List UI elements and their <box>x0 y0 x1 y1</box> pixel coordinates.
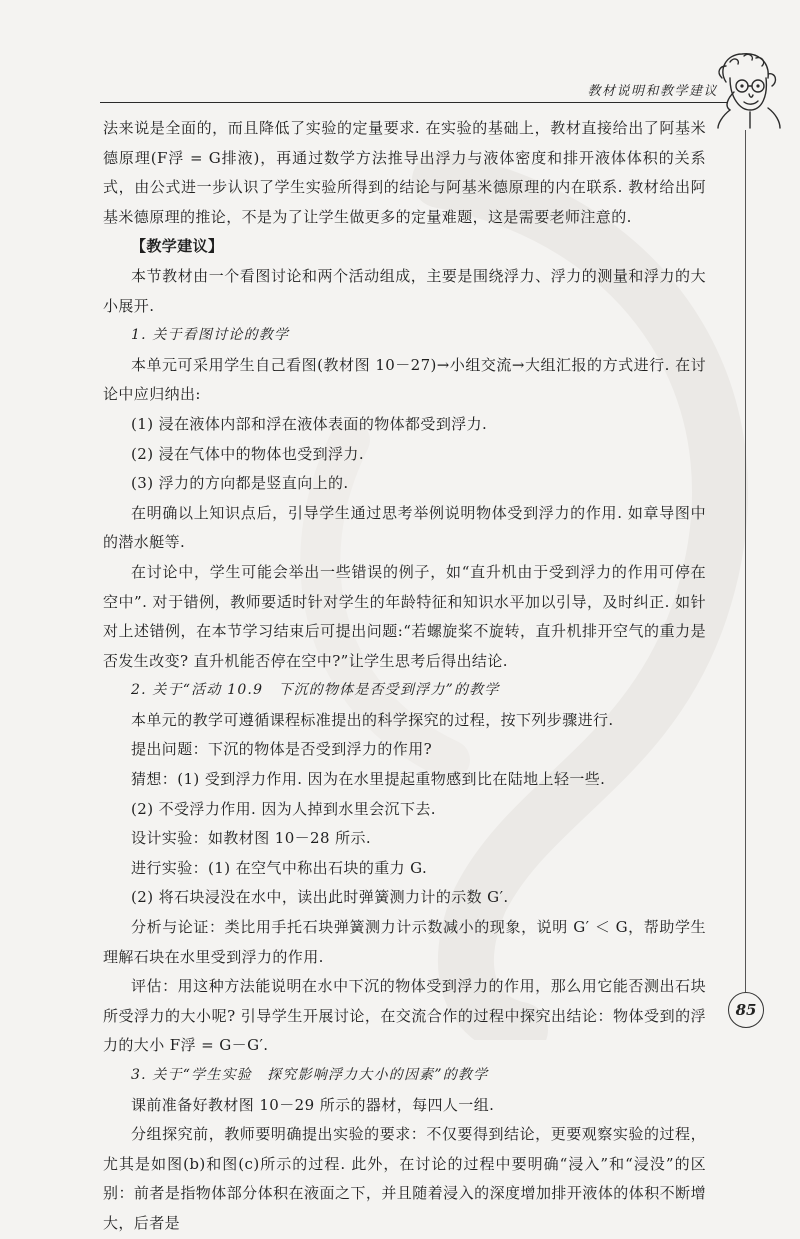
paragraph: 在讨论中，学生可能会举出一些错误的例子，如“直升机由于受到浮力的作用可停在空中”. 对于错例，教师要适时针对学生的年龄特征和知识水平加以引导，及时纠正. 如针对上述错例，在本节学习结束后可提出问题:“若螺旋桨不旋转，直升机排开空气的重力是否发生改变? 直升机能否停在空中?”让学生思考后得出结论. <box>103 562 706 670</box>
paragraph: 本节教材由一个看图讨论和两个活动组成，主要是围绕浮力、浮力的测量和浮力的大小展开. <box>103 266 706 315</box>
header-rule <box>100 102 728 103</box>
body-text <box>103 114 706 1239</box>
header-title: 教材说明和教学建议 <box>587 84 718 99</box>
paragraph: 分析与论证：类比用手托石块弹簧测力计示数减小的现象，说明 G′ ＜ G，帮助学生理解石块在水里受到浮力的作用. <box>103 918 706 966</box>
paragraph: 分组探究前，教师要明确提出实验的要求：不仅要得到结论，更要观察实验的过程，尤其是如图(b)和图(c)所示的过程. 此外，在讨论的过程中要明确“浸入”和“浸没”的区别：前者是指物体部分体积在液面之下，并且随着浸入的深度增加排开液体的体积不断增大，后者是 <box>103 1125 706 1232</box>
list-item: (1) 浸在液体内部和浮在液体表面的物体都受到浮力. <box>131 414 488 433</box>
scientist-mascot-icon <box>712 48 784 130</box>
margin-rule <box>745 130 746 992</box>
subsection-heading: 3. 关于“学生实验 探究影响浮力大小的因素”的教学 <box>131 1067 489 1083</box>
paragraph: 本单元的教学可遵循课程标准提出的科学探究的过程，按下列步骤进行. <box>131 710 614 729</box>
page-number: 85 <box>728 992 764 1028</box>
paragraph: 猜想：(1) 受到浮力作用. 因为在水里提起重物感到比在陆地上轻一些. <box>131 770 606 789</box>
paragraph: 课前准备好教材图 10－29 所示的器材，每四人一组. <box>131 1095 495 1114</box>
paragraph: 在明确以上知识点后，引导学生通过思考举例说明物体受到浮力的作用. 如章导图中的潜水艇等. <box>103 503 706 552</box>
subsection-heading: 1. 关于看图讨论的教学 <box>131 327 290 344</box>
subsection-heading: 2. 关于“活动 10.9 下沉的物体是否受到浮力”的教学 <box>131 682 500 699</box>
section-heading: 【教学建议】 <box>131 237 224 256</box>
paragraph: 本单元可采用学生自己看图(教材图 10－27)→小组交流→大组汇报的方式进行. 在讨论中应归纳出: <box>103 355 706 404</box>
paragraph: 法来说是全面的，而且降低了实验的定量要求. 在实验的基础上，教材直接给出了阿基米德原理(F浮 = G排液)，再通过数学方法推导出浮力与液体密度和排开液体体积的关系式，由公式进一步认识了学生实验所得到的结论与阿基米德原理的内在联系. 教材给出阿基米德原理的推论，不是为了让学生做更多的定量难题，这是需要老师注意的. <box>103 119 706 226</box>
paragraph: (2) 不受浮力作用. 因为人掉到水里会沉下去. <box>131 799 436 818</box>
paragraph: 进行实验：(1) 在空气中称出石块的重力 G. <box>131 858 428 877</box>
paragraph: (2) 将石块浸没在水中，读出此时弹簧测力计的示数 G′. <box>131 888 509 907</box>
list-item: (3) 浮力的方向都是竖直向上的. <box>131 474 349 493</box>
paragraph: 评估：用这种方法能说明在水中下沉的物体受到浮力的作用，那么用它能否测出石块所受浮力的大小呢? 引导学生开展讨论，在交流合作的过程中探究出结论：物体受到的浮力的大小 F浮 = G－G′. <box>103 977 706 1055</box>
list-item: (2) 浸在气体中的物体也受到浮力. <box>131 444 364 463</box>
paragraph: 提出问题：下沉的物体是否受到浮力的作用? <box>131 740 433 759</box>
paragraph: 设计实验：如教材图 10－28 所示. <box>131 829 372 848</box>
